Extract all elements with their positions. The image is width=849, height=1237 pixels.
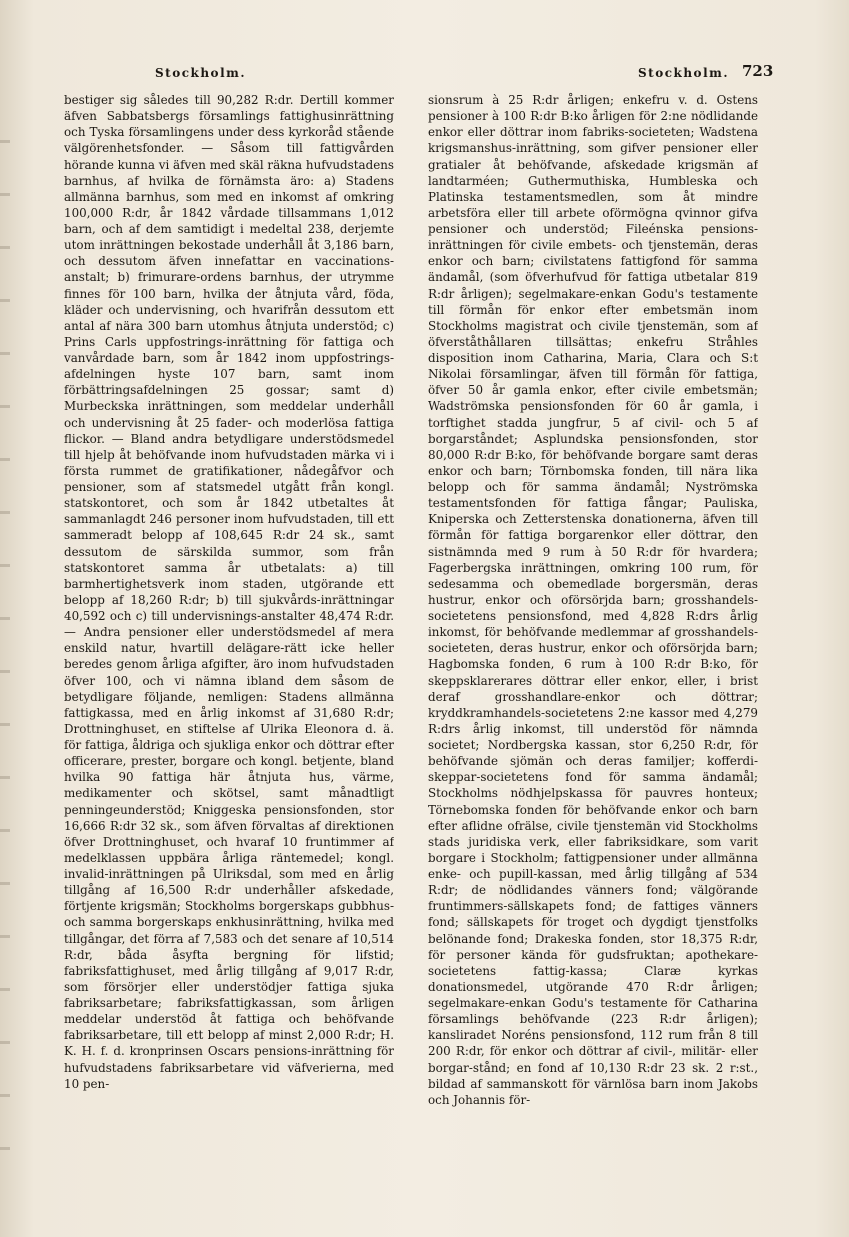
running-header [90,62,780,84]
right-column-text: sionsrum à 25 R:dr årligen; enkefru v. d. Ostens pensioner à 100 R:dr B:ko årligen för 2:ne nödlidande enkor eller döttrar inom fabriks-societeten; Wadstena krigsmanshus-inrättning, som gifver pensioner eller gratialer åt behöfvande, afskedade krigsmän af landtarméen; Guthermuthiska, Humbleska och Platinska testamentsmedlen, som åt mindre arbetsföra eller till arbete oförmögna qvinnor gifva pensioner och understöd; Fileénska pensions-inrättningen för civile embets- och tjenstemän, deras enkor och barn; civilstatens fattigfond för samma ändamål, (som öfverhufvud för fattiga utbetalar 819 R:dr årligen); segelmakare-enkan Godu's testamente till förmån för enkor efter embetsmän inom Stockholms magistrat och civile tjenstemän, som af öfverståthållaren tillsättas; enkefru Stråhles disposition inom Catharina, Maria, Clara och S:t Nikolai församlingar, äfven till förmån för fattiga, öfver 50 år gamla enkor, efter civile embetsmän; Wadströmska pensionsfonden för 60 år gamla, i torftighet stadda jungfrur, 5 af civil- och 5 af borgarståndet; Asplundska pensionsfonden, stor 80,000 R:dr B:ko, för behöfvande borgare samt deras enkor och barn; Törnbomska fonden, till nära lika belopp och för samma ändamål; Nyströmska testamentsfonden för fattiga fångar; Pauliska, Kniperska och Zetterstenska donationerna, äfven till förmån för fattiga borgarenkor eller döttrar, den sistnämnda med 9 rum à 50 R:dr för hvardera; Fagerbergska inrättningen, omkring 100 rum, för sedesamma och obemedlade borgersmän, deras hustrur, enkor och oförsörjda barn; grosshandels-societetens pensionsfond, med 4,828 R:drs årlig inkomst, för behöfvande medlemmar af grosshandels-societeten, deras hustrur, enkor och oförsörjda barn; Hagbomska fonden, 6 rum à 100 R:dr B:ko, för skeppsklarerares döttrar eller enkor, eller, i brist deraf grosshandlare-enkor och döttrar; kryddkramhandels-societetens 2:ne kassor med 4,279 R:drs årlig inkomst, till understöd för nämnda societet; Nordbergska kassan, stor 6,250 R:dr, för behöfvande sjömän och deras familjer; kofferdi-skeppar-societetens fond för samma ändamål; Stockholms nödhjelpskassa för pauvres honteux; Törnebomska fonden för behöfvande enkor och barn efter aflidne ofrälse, civile tjenstemän vid Stockholms stads juridiska verk, eller fabriksidkare, som varit borgare i Stockholm; fattigpensioner under allmänna enke- och pupill-kassan, med årlig tillgång af 534 R:dr; de nödlidandes vänners fond; välgörande fruntimmers-sällskapets fond; de fattiges vänners fond; sällskapets för troget och dygdigt tjenstfolks belönande fond; Drakeska fonden, stor 18,375 R:dr, för personer kända för gudsfruktan; apothekare-societetens fattig-kassa; Claræ kyrkas donationsmedel, utgörande 470 R:dr årligen; segelmakare-enkan Godu's testamente för Catharina församlings behöfvande (223 R:dr årligen); kansliradet Noréns pensionsfond, 112 rum från 8 till 200 R:dr, för enkor och döttrar af civil-, militär- eller borgar-stånd; en fond af 10,130 R:dr 23 sk. 2 r:st., bildad af sammanskott för värnlösa barn inom Jakobs och Johannis för- [428,93,758,1107]
left-column [64,92,394,1198]
header-right-title: Stockholm. [638,66,729,80]
binding-edge [0,90,10,1190]
page-number: 723 [742,62,774,80]
left-column-text: bestiger sig således till 90,282 R:dr. Dertill kommer äfven Sabbatsbergs församlings fattighusinrättning och Tyska församlingens under dess kyrkoråd stående välgörenhetsfonder. — Såsom till fattigvården hörande kunna vi äfven med skäl räkna hufvudstadens barnhus, af hvilka de förnämsta äro: a) Stadens allmänna barnhus, som med en inkomst af omkring 100,000 R:dr, år 1842 vårdade tillsammans 1,012 barn, och af dem samtidigt i medeltal 238, derjemte utom inrättningen bekostade underhåll åt 3,186 barn, och dessutom äfven innefattar en vaccinations-anstalt; b) frimurare-ordens barnhus, der utrymme finnes för 100 barn, hvilka der åtnjuta vård, föda, kläder och undervisning, och hvarifrån dessutom ett antal af nära 300 barn utomhus åtnjuta understöd; c) Prins Carls uppfostrings-inrättning för fattiga och vanvårdade barn, som år 1842 inom uppfostrings-afdelningen hyste 107 barn, samt inom förbättringsafdelningen 25 gossar; samt d) Murbeckska inrättningen, som meddelar underhåll och undervisning åt 25 fader- och moderlösa fattiga flickor. — Bland andra betydligare understödsmedel till hjelp åt behöfvande inom hufvudstaden märka vi i första rummet de gratifikationer, nådegåfvor och pensioner, som af statsmedel utgått från kongl. statskontoret, och som år 1842 utbetaltes åt sammanlagdt 246 personer inom hufvudstaden, till ett sammeradt belopp af 108,645 R:dr 24 sk., samt dessutom de särskilda summor, som från statskontoret samma år utbetalats: a) till barmhertighetsverk inom staden, utgörande ett belopp af 18,260 R:dr; b) till sjukvårds-inrättningar 40,592 och c) till undervisnings-anstalter 48,474 R:dr. — Andra pensioner eller understödsmedel af mera enskild natur, hvartill delägare-rätt icke heller beredes genom årliga afgifter, äro inom hufvudstaden öfver 100, och vi nämna ibland dem såsom de betydligare följande, nemligen: Stadens allmänna fattigkassa, med en årlig inkomst af 31,680 R:dr; Drottninghuset, en stiftelse af Ulrika Eleonora d. ä. för fattiga, åldriga och sjukliga enkor och döttrar efter officerare, prester, borgare och kongl. betjente, bland hvilka 90 fattiga här åtnjuta hus, värme, medikamenter och skötsel, samt månadtligt penningeunderstöd; Kniggeska pensionsfonden, stor 16,666 R:dr 32 sk., som äfven förvaltas af direktionen öfver Drottninghuset, och hvaraf 10 fruntimmer af medelklassen uppbära årliga räntemedel; kongl. invalid-inrättningen på Ulriksdal, som med en årlig tillgång af 16,500 R:dr underhåller afskedade, förtjente krigsmän; Stockholms borgerskaps gubbhus- och samma borgerskaps enkhusinrättning, hvilka med tillgångar, det förra af 7,583 och det senare af 10,514 R:dr, båda åsyfta bergning för lifstid; fabriksfattighuset, med årlig tillgång af 9,017 R:dr, som försörjer eller understödjer fattiga sjuka fabriksarbetare; fabriksfattigkassan, som årligen meddelar understöd åt fattiga och behöfvande fabriksarbetare, till ett belopp af minst 2,000 R:dr; H. K. H. f. d. kronprinsen Oscars pensions-inrättning för hufvudstadens fabriksarbetare vid väfverierna, med 10 pen- [64,93,394,1091]
right-column [428,92,758,1198]
header-left-title: Stockholm. [155,66,246,80]
